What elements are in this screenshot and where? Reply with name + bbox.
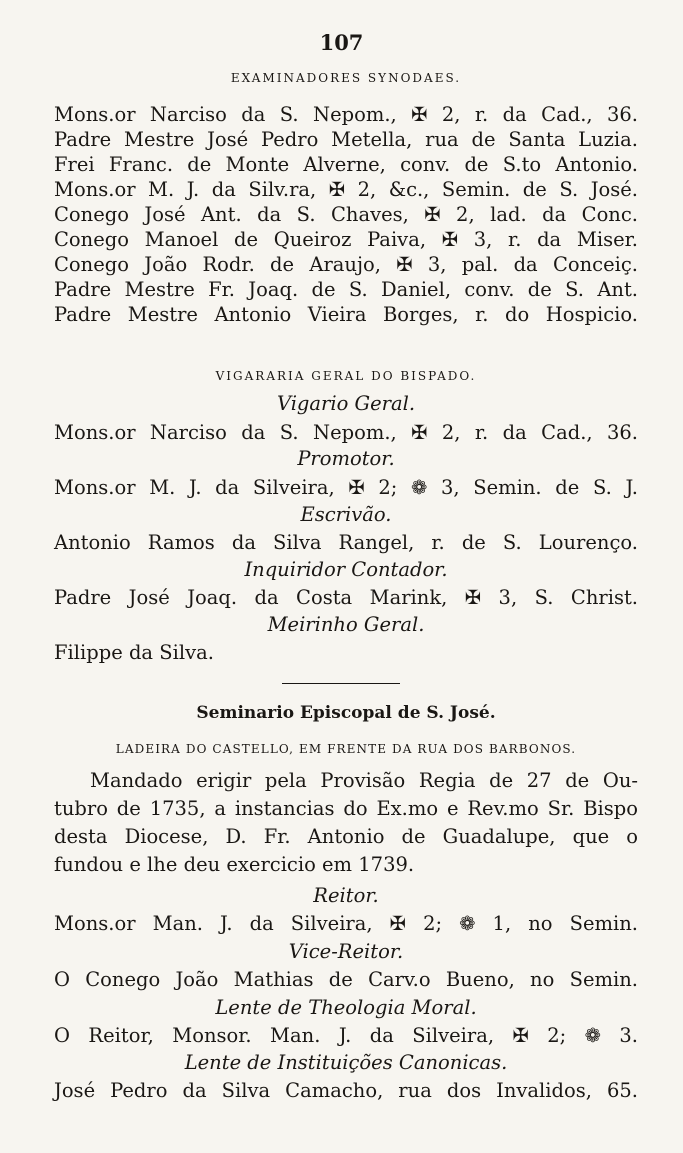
office-title: Inquiridor Contador. (244, 558, 448, 581)
list-item: Mons.or Narciso da S. Nepom., ✠ 2, r. da Cad., 36. (54, 103, 638, 126)
office-title: Lente de Instituições Canonicas. (184, 1051, 508, 1074)
section-heading-examinadores: EXAMINADORES SYNODAES. (230, 71, 462, 85)
office-holder: O Conego João Mathias de Carv.o Bueno, no Semin. (54, 968, 638, 991)
office-holder: O Reitor, Monsor. Man. J. da Silveira, ✠ 2; ❁ 3. (54, 1024, 638, 1047)
list-item: Conego José Ant. da S. Chaves, ✠ 2, lad. da Conc. (54, 203, 638, 226)
office-holder: Mons.or M. J. da Silveira, ✠ 2; ❁ 3, Semin. de S. J. (54, 476, 638, 499)
office-title: Reitor. (313, 884, 379, 907)
office-holder: Mons.or Narciso da S. Nepom., ✠ 2, r. da Cad., 36. (54, 421, 638, 444)
address-line: LADEIRA DO CASTELLO, EM FRENTE DA RUA DOS BARBONOS. (115, 742, 577, 756)
office-title: Escrivão. (300, 503, 392, 526)
office-title: Lente de Theologia Moral. (215, 996, 477, 1019)
office-title: Promotor. (297, 447, 395, 470)
list-item: Padre Mestre Fr. Joaq. de S. Daniel, conv. de S. Ant. (54, 278, 638, 301)
paragraph-line: desta Diocese, D. Fr. Antonio de Guadalupe, que o (54, 825, 638, 848)
office-title: Vigario Geral. (276, 392, 416, 415)
office-title: Vice-Reitor. (288, 940, 404, 963)
paragraph-line: tubro de 1735, a instancias do Ex.mo e Rev.mo Sr. Bispo (54, 797, 638, 820)
office-holder: Filippe da Silva. (54, 641, 214, 664)
list-item: Conego João Rodr. de Araujo, ✠ 3, pal. da Conceiç. (54, 253, 638, 276)
list-item: Padre Mestre José Pedro Metella, rua de Santa Luzia. (54, 128, 638, 151)
office-holder: José Pedro da Silva Camacho, rua dos Invalidos, 65. (54, 1079, 638, 1102)
office-holder: Mons.or Man. J. da Silveira, ✠ 2; ❁ 1, no Semin. (54, 912, 638, 935)
section-divider (282, 683, 400, 684)
list-item: Mons.or M. J. da Silv.ra, ✠ 2, &c., Semin. de S. José. (54, 178, 638, 201)
office-holder: Padre José Joaq. da Costa Marink, ✠ 3, S. Christ. (54, 586, 638, 609)
office-title: Meirinho Geral. (267, 613, 425, 636)
section-heading-seminario: Seminario Episcopal de S. José. (196, 703, 496, 723)
list-item: Padre Mestre Antonio Vieira Borges, r. do Hospicio. (54, 303, 638, 326)
page-number: 107 (319, 30, 364, 55)
list-item: Frei Franc. de Monte Alverne, conv. de S.to Antonio. (54, 153, 638, 176)
office-holder: Antonio Ramos da Silva Rangel, r. de S. Lourenço. (54, 531, 638, 554)
paragraph-line: Mandado erigir pela Provisão Regia de 27 de Ou- (90, 769, 638, 792)
list-item: Conego Manoel de Queiroz Paiva, ✠ 3, r. da Miser. (54, 228, 638, 251)
section-heading-vigararia: VIGARARIA GERAL DO BISPADO. (215, 369, 477, 383)
paragraph-line: fundou e lhe deu exercicio em 1739. (54, 853, 415, 876)
